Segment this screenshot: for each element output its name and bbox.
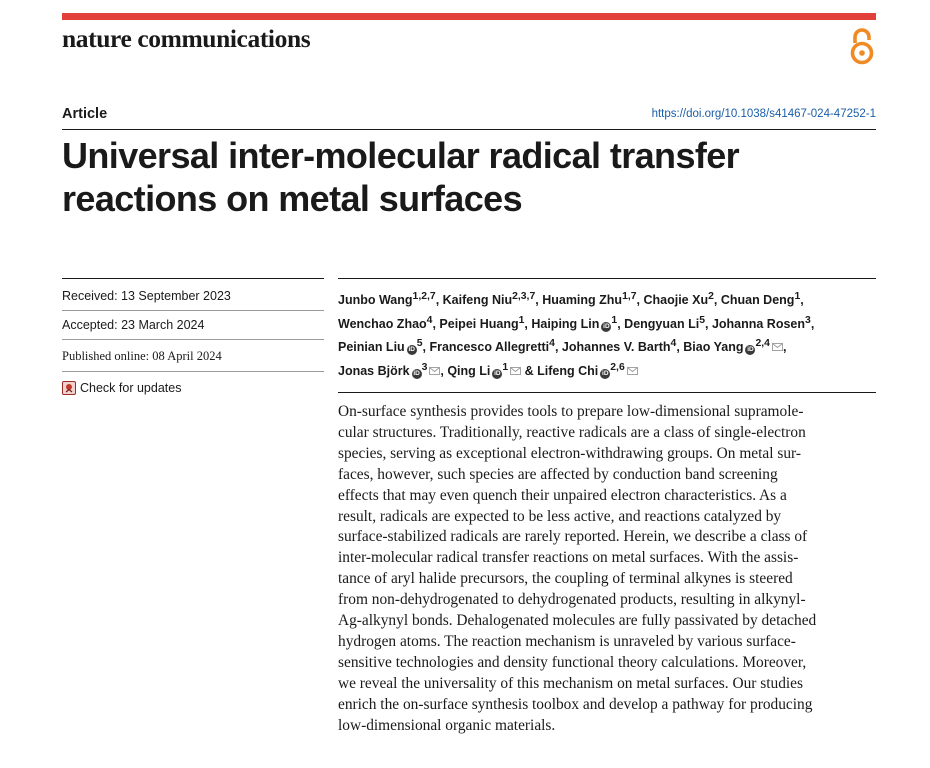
orcid-icon[interactable]: iD <box>603 322 610 330</box>
author-name[interactable]: Dengyuan Li <box>624 316 700 331</box>
author-affiliation: 5 <box>699 314 705 326</box>
author-affiliation: 2,3,7 <box>512 291 536 302</box>
date-divider <box>62 371 324 372</box>
author-affiliation: 1,7 <box>622 291 637 302</box>
author-affiliation: 1 <box>794 291 801 302</box>
orcid-icon[interactable]: iD <box>408 346 415 354</box>
author-affiliation: 2 <box>708 291 714 302</box>
author-affiliation: 4 <box>549 338 555 350</box>
abstract-top-rule <box>338 392 876 393</box>
author-name[interactable]: Junbo Wang <box>338 293 413 308</box>
abstract <box>338 402 883 737</box>
orcid-icon[interactable]: iD <box>494 370 501 378</box>
email-icon[interactable] <box>429 361 440 369</box>
accepted-date: Accepted: 23 March 2024 <box>62 318 205 332</box>
article-type-label: Article <box>62 106 108 122</box>
author-line: Peinian Liu $iD^5$, Francesco Allegretti$^4$, Johannes V. Barth$^4$, Biao Yang iD$^{2,4}$ , <box>338 338 787 355</box>
check-for-updates-button[interactable] <box>62 379 181 397</box>
author-name[interactable]: Johannes V. Barth <box>561 340 671 355</box>
date-divider <box>62 339 324 340</box>
abstract-line: cular structures. Traditionally, reactive radicals are a class of single-electron <box>338 423 806 441</box>
orcid-icon[interactable]: iD <box>602 370 609 378</box>
author-name[interactable]: Jonas Björk <box>338 364 410 379</box>
author-affiliation: 3 <box>805 314 811 326</box>
author-line: Junbo Wang$^{1,2,7}$, Kaifeng Niu$^{2,3,7}$, Huaming Zhu$^{1,7}$, Chaojie Xu$^2$, Chuan Deng$^1$, <box>338 291 804 308</box>
check-for-updates-icon <box>62 381 76 395</box>
author-name[interactable]: Chuan Deng <box>720 293 795 308</box>
author-affiliation: 1 <box>502 361 509 373</box>
abstract-line: species, serving as exceptional electron-withdrawing groups. On metal sur- <box>338 444 801 462</box>
article-title <box>62 134 876 220</box>
author-name[interactable]: Peipei Huang <box>439 316 519 331</box>
abstract-line: hydrogen atoms. The reaction mechanism is unraveled by various surface- <box>338 632 796 650</box>
received-date: Received: 13 September 2023 <box>62 289 231 303</box>
author-affiliation: 4 <box>426 314 433 326</box>
author-name[interactable]: Chaojie Xu <box>643 293 709 308</box>
author-name[interactable]: Lifeng Chi <box>537 364 599 379</box>
author-affiliation: 5 <box>416 338 423 350</box>
author-affiliation: 4 <box>670 338 677 350</box>
title-line: Universal inter-molecular radical transfer <box>62 135 740 176</box>
author-name[interactable]: Francesco Allegretti <box>429 340 550 355</box>
author-list <box>338 287 883 382</box>
author-name[interactable]: Huaming Zhu <box>542 293 623 308</box>
author-affiliation: 1 <box>518 314 525 326</box>
published-date: Published online: 08 April 2024 <box>62 349 222 363</box>
authors-top-rule <box>338 278 876 279</box>
abstract-line: we reveal the universality of this mechanism on metal surfaces. Our studies <box>338 674 804 692</box>
doi-link[interactable]: https://doi.org/10.1038/s41467-024-47252-1 <box>651 108 876 120</box>
abstract-line: Ag-alkynyl bonds. Dehalogenated molecules are fully passivated by detached <box>338 612 817 630</box>
orcid-icon[interactable]: iD <box>747 346 754 354</box>
header-divider <box>62 129 876 130</box>
abstract-line: effects that may even quench their unpaired electron characteristics. As a <box>338 486 787 504</box>
check-for-updates-label: Check for updates <box>80 381 182 395</box>
abstract-line: On-surface synthesis provides tools to prepare low-dimensional supramole- <box>338 403 804 420</box>
email-icon[interactable] <box>510 361 521 369</box>
journal-accent-bar <box>62 13 876 20</box>
abstract-line: from non-dehydrogenated to dehydrogenated products, resulting in alkynyl- <box>338 591 806 609</box>
abstract-line: sensitive technologies and density functional theory calculations. Moreover, <box>338 653 807 671</box>
abstract-line: tance of aryl halide precursors, the coupling of terminal alkynes is steered <box>338 570 793 588</box>
author-name[interactable]: Qing Li <box>447 364 491 379</box>
author-name[interactable]: Kaifeng Niu <box>442 293 513 308</box>
dates-top-rule <box>62 278 324 279</box>
author-line: Jonas Björk $iD^3$ , Qing Li $iD^1$ & Lifeng Chi iD$^{2,6}$ <box>338 358 883 382</box>
title-line: reactions on metal surfaces <box>62 178 522 219</box>
author-name[interactable]: Haiping Lin <box>531 316 600 331</box>
open-access-icon[interactable] <box>846 26 878 66</box>
author-name[interactable]: Peinian Liu <box>338 340 405 355</box>
date-divider <box>62 310 324 311</box>
author-affiliation: 3 <box>421 361 428 373</box>
author-name[interactable]: Johanna Rosen <box>711 316 806 331</box>
author-affiliation: 2,6 <box>610 361 625 373</box>
author-name[interactable]: Biao Yang <box>683 340 744 355</box>
abstract-line: low-dimensional organic materials. <box>338 716 556 734</box>
author-line: Wenchao Zhao$^4$, Peipei Huang$^1$, Haiping Lin $iD^1$, Dengyuan Li$^5$, Johanna Rosen$^3$, <box>338 314 815 331</box>
author-affiliation: 1,2,7 <box>412 291 436 302</box>
email-icon[interactable] <box>772 337 783 345</box>
author-affiliation: 1 <box>611 314 618 326</box>
abstract-line: inter-molecular radical transfer reactions on metal surfaces. With the assis- <box>338 549 799 567</box>
abstract-line: faces, however, such species are affected by conduction band screening <box>338 465 778 483</box>
email-icon[interactable] <box>627 361 638 369</box>
abstract-line: enrich the on-surface synthesis toolbox and develop a pathway for producing <box>338 695 813 713</box>
author-affiliation: 2,4 <box>755 338 770 350</box>
abstract-line: surface-stabilized radicals are rarely reported. Herein, we describe a class of <box>338 528 808 546</box>
journal-name[interactable]: nature communications <box>62 24 311 53</box>
orcid-icon[interactable]: iD <box>413 370 420 378</box>
author-name[interactable]: Wenchao Zhao <box>338 316 427 331</box>
abstract-line: result, radicals are expected to be less active, and reactions catalyzed by <box>338 507 782 525</box>
